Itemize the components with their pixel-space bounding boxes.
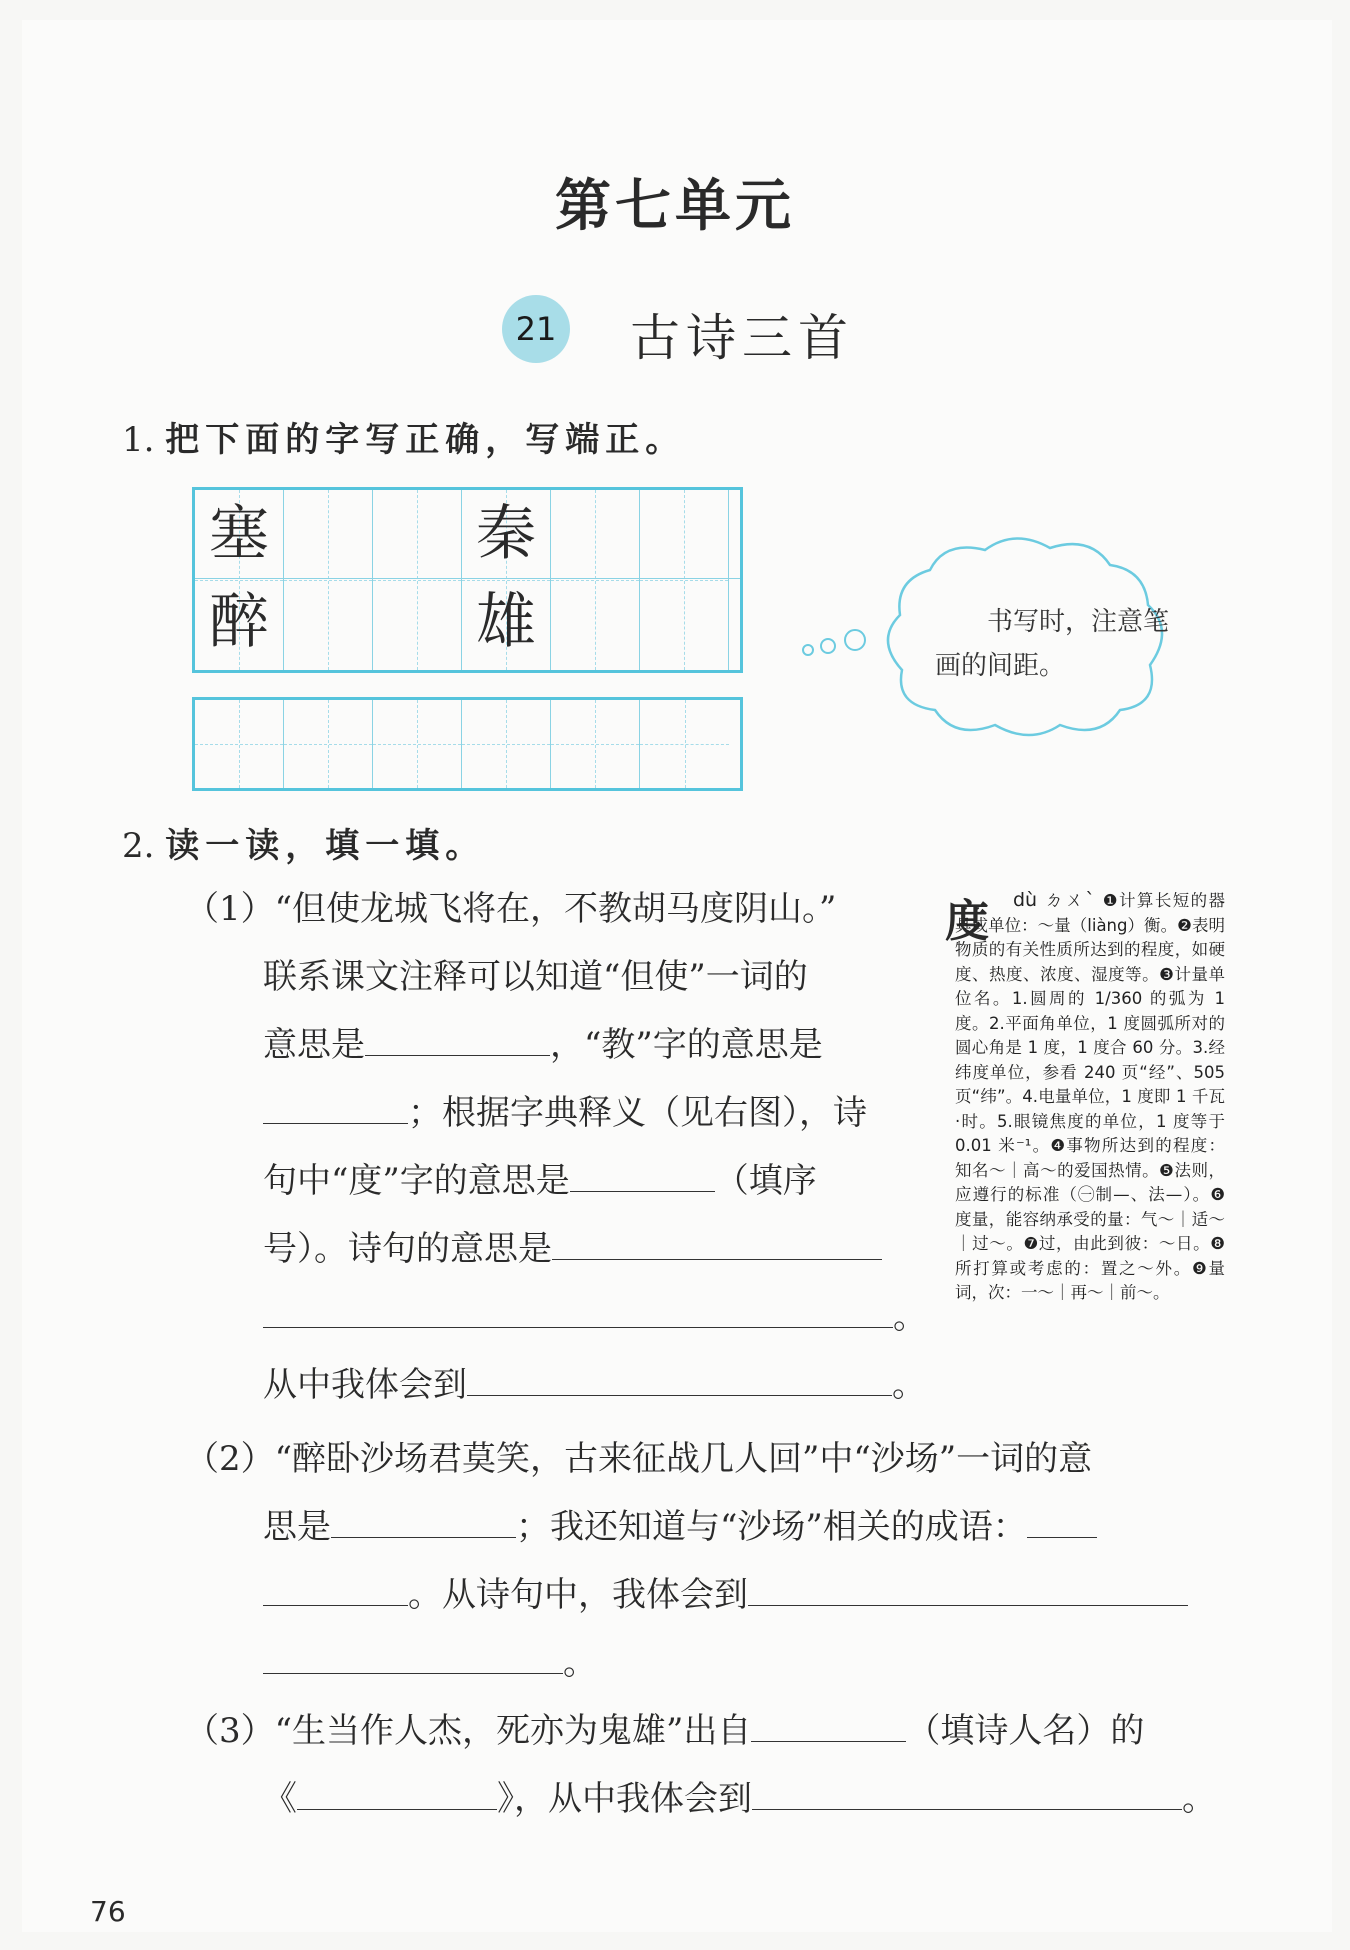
- grid-cell[interactable]: [551, 490, 640, 670]
- grid-cell[interactable]: [195, 700, 284, 788]
- text-segment: 思是: [263, 1507, 331, 1547]
- answer-blank[interactable]: [263, 1327, 893, 1328]
- part-3-line-1: [185, 1697, 1144, 1765]
- text-segment: ，“教”字的意思是: [550, 1025, 823, 1065]
- answer-blank[interactable]: [570, 1191, 715, 1192]
- question-1-heading: [122, 412, 685, 461]
- question-2-heading: [122, 818, 485, 867]
- dictionary-definition: ❶计算长短的器具或单位：～量（liàng）衡。❷表明物质的有关性质所达到的程度，如硬度、热度、浓度、湿度等。❸计量单位名。1.圆周的 1/360 的弧为 1 度。2.平面角单位，1 度圆弧所对的圆心角是 1 度，1 度合 60 分。3.经纬度单位，参看 240 页“经”、505 页“纬”。4.电量单位，1 度即 1 千瓦·时。5.眼镜焦度的单位，1 度等于 0.01 米⁻¹。❹事物所达到的程度：知名～｜高～的爱国热情。❺法则，应遵行的标准（㊀制—、法—）。❻度量，能容纳承受的量：气～｜适～｜过～。❼过，由此到彼：～日。❽所打算或考虑的：置之～外。❾量词，次：一～｜再～｜前～。: [955, 891, 1225, 1302]
- writing-grid-top: [192, 487, 743, 673]
- part-1-line-3: [263, 1011, 823, 1079]
- part-2-line-3: [263, 1561, 1188, 1629]
- text-segment: 。从诗句中，我体会到: [408, 1575, 748, 1615]
- dictionary-entry: [955, 888, 1225, 1306]
- answer-blank[interactable]: [552, 1259, 882, 1260]
- part-1-line-8: [263, 1351, 926, 1419]
- text-segment: 句中“度”字的意思是: [263, 1161, 570, 1201]
- page-number: 76: [90, 1895, 126, 1928]
- answer-blank[interactable]: [365, 1055, 550, 1056]
- text-segment: ；我还知道与“沙场”相关的成语：: [516, 1507, 1027, 1547]
- text-segment: 。: [892, 1365, 926, 1405]
- lesson-number-badge: 21: [502, 295, 570, 363]
- text-segment: “醉卧沙场君莫笑，古来征战几人回”中“沙场”一词的意: [274, 1439, 1093, 1479]
- part-1-line-4: [263, 1079, 867, 1147]
- practice-char: 雄: [476, 587, 536, 657]
- unit-title: 第七单元: [555, 173, 795, 239]
- practice-char: 醉: [209, 587, 269, 657]
- question-number: 2.: [122, 826, 155, 866]
- poem-quote: “但使龙城飞将在，不教胡马度阴山。”: [274, 889, 837, 929]
- text-segment: 。: [563, 1643, 597, 1683]
- dictionary-headword: 度: [945, 896, 989, 947]
- answer-blank[interactable]: [263, 1673, 563, 1674]
- text-segment: 意思是: [263, 1025, 365, 1065]
- text-segment: 《: [263, 1779, 297, 1819]
- part-1-line-5: [263, 1147, 817, 1215]
- writing-grid-bottom: [192, 697, 743, 791]
- writing-tip: 书写时，注意笔画的间距。: [935, 607, 1170, 681]
- text-segment: 从中我体会到: [263, 1365, 467, 1405]
- answer-blank[interactable]: [748, 1605, 1188, 1606]
- part-1-line-7: [263, 1283, 927, 1351]
- question-number: 1.: [122, 420, 155, 460]
- lesson-title: 古诗三首: [630, 309, 854, 367]
- text-segment: 。: [893, 1297, 927, 1337]
- answer-blank[interactable]: [297, 1809, 497, 1810]
- answer-blank[interactable]: [752, 1809, 1182, 1810]
- text-segment: （填诗人名）的: [906, 1711, 1145, 1751]
- bubble-dot: [821, 639, 835, 653]
- text-segment: 号）。诗句的意思是: [263, 1229, 552, 1269]
- answer-blank[interactable]: [263, 1605, 408, 1606]
- question-instruction: 读一读，填一填。: [165, 826, 486, 866]
- practice-char: 塞: [209, 499, 269, 569]
- part-number: （1）: [185, 889, 275, 929]
- text-segment: ；根据字典释义（见右图），诗: [408, 1093, 867, 1133]
- part-number: （2）: [185, 1439, 275, 1479]
- grid-cell[interactable]: [640, 700, 729, 788]
- part-2-line-1: [185, 1425, 1092, 1493]
- grid-cell: [195, 490, 284, 670]
- bubble-dot: [803, 645, 813, 655]
- bubble-dot: [845, 630, 865, 650]
- grid-cell[interactable]: [284, 700, 373, 788]
- answer-blank[interactable]: [751, 1741, 906, 1742]
- answer-blank[interactable]: [263, 1123, 408, 1124]
- dictionary-pinyin: dù ㄉㄨˋ: [1013, 889, 1097, 911]
- answer-blank[interactable]: [331, 1537, 516, 1538]
- part-3-line-2: [263, 1765, 1216, 1833]
- part-number: （3）: [185, 1711, 275, 1751]
- grid-cell[interactable]: [373, 700, 462, 788]
- text-segment: 》，从中我体会到: [497, 1779, 752, 1819]
- part-1-line-6: [263, 1215, 882, 1283]
- grid-cell[interactable]: [551, 700, 640, 788]
- grid-cell: [462, 490, 551, 670]
- grid-cell[interactable]: [284, 490, 373, 670]
- part-1-line-1: [185, 875, 836, 943]
- answer-blank[interactable]: [467, 1395, 892, 1396]
- grid-cell[interactable]: [373, 490, 462, 670]
- part-1-line-2: 联系课文注释可以知道“但使”一词的: [263, 957, 808, 997]
- grid-cell[interactable]: [462, 700, 551, 788]
- practice-char: 秦: [476, 499, 536, 569]
- part-2-line-2: [263, 1493, 1097, 1561]
- answer-blank[interactable]: [1027, 1537, 1097, 1538]
- part-2-line-4: [263, 1629, 597, 1697]
- text-segment: 。: [1182, 1779, 1216, 1819]
- question-instruction: 把下面的字写正确，写端正。: [165, 420, 686, 460]
- grid-cell[interactable]: [640, 490, 729, 670]
- text-segment: “生当作人杰，死亦为鬼雄”出自: [274, 1711, 752, 1751]
- text-segment: （填序: [714, 1161, 817, 1201]
